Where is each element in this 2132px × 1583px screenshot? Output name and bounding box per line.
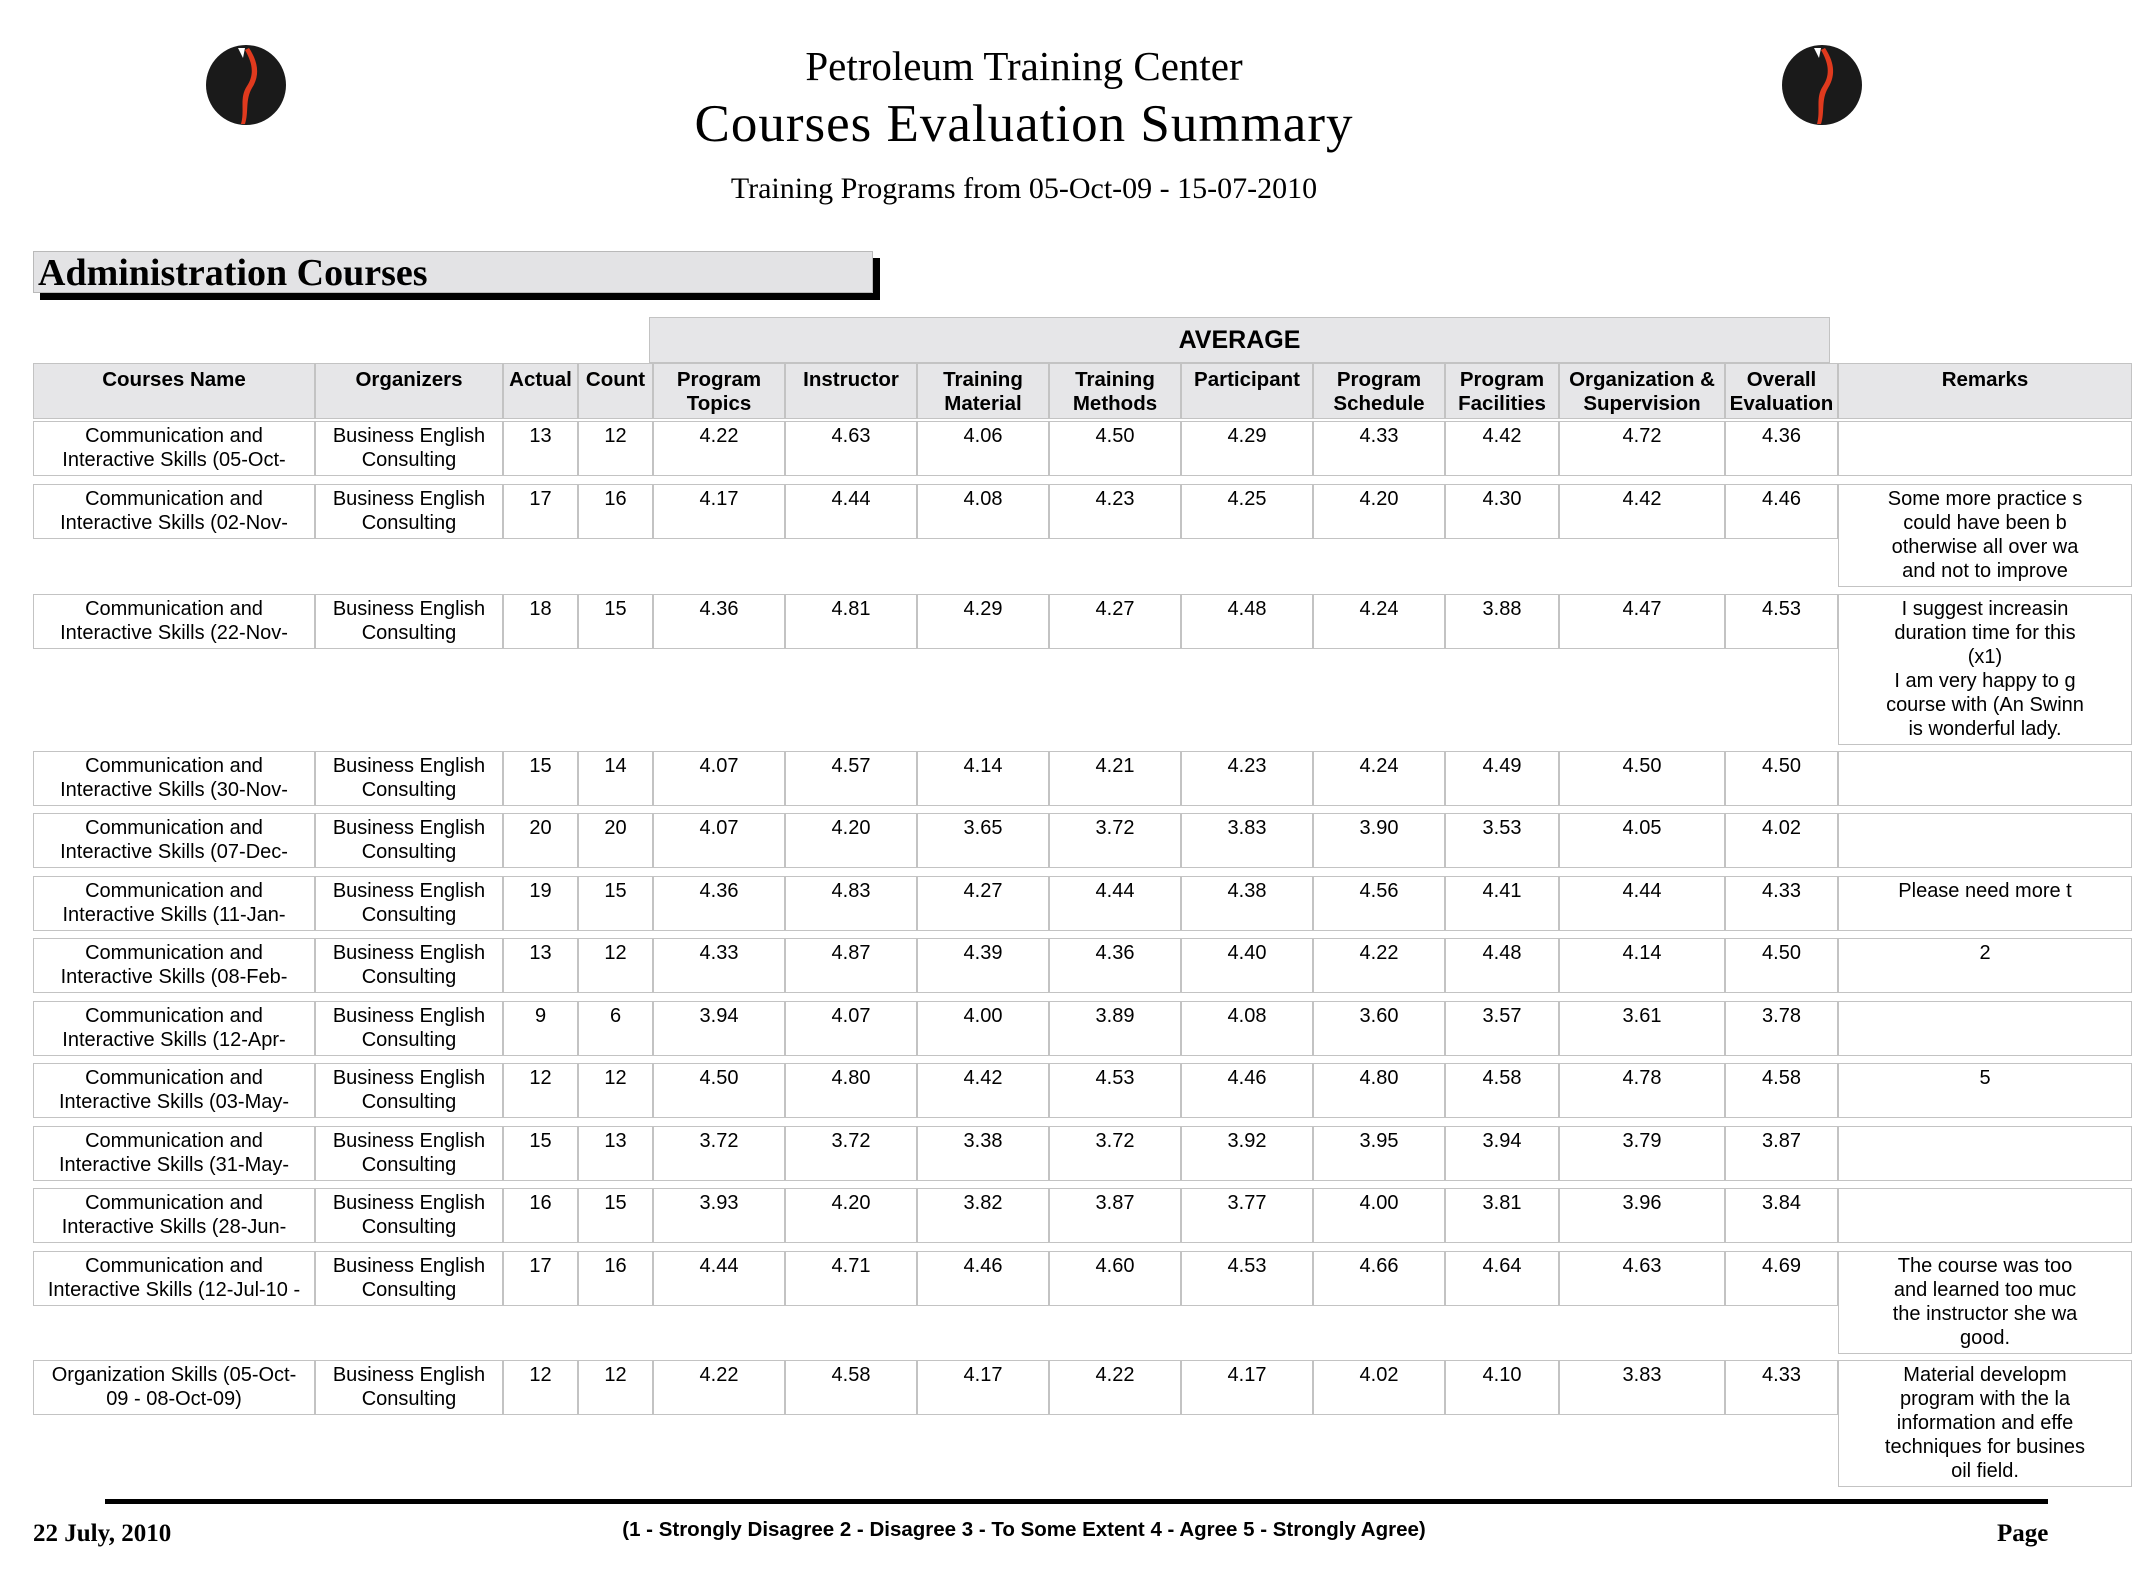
instructor-cell: 4.63 [785,421,917,476]
program-facilities-cell: 4.41 [1445,876,1559,931]
program-schedule-cell: 3.60 [1313,1001,1445,1056]
program-topics-cell: 3.94 [653,1001,785,1056]
overall-evaluation-cell: 3.87 [1725,1126,1838,1181]
organization-supervision-cell: 3.61 [1559,1001,1725,1056]
program-schedule-cell: 4.20 [1313,484,1445,539]
organization-supervision-cell: 4.05 [1559,813,1725,868]
program-topics-cell: 3.72 [653,1126,785,1181]
overall-evaluation-cell: 4.69 [1725,1251,1838,1306]
course-name-cell: Communication and Interactive Skills (30-Nov- [33,751,315,806]
page-title: Courses Evaluation Summary [694,95,1354,153]
remarks-cell [1838,1188,2132,1243]
remarks-cell [1838,1126,2132,1181]
overall-evaluation-cell: 3.84 [1725,1188,1838,1243]
program-topics-cell: 4.36 [653,876,785,931]
participant-cell: 3.83 [1181,813,1313,868]
training-material-cell: 4.27 [917,876,1049,931]
participant-cell: 4.25 [1181,484,1313,539]
training-methods-cell: 4.53 [1049,1063,1181,1118]
organizer-cell: Business English Consulting [315,421,503,476]
program-facilities-cell: 3.94 [1445,1126,1559,1181]
program-topics-cell: 4.07 [653,751,785,806]
program-topics-cell: 4.07 [653,813,785,868]
instructor-cell: 4.58 [785,1360,917,1415]
overall-evaluation-cell: 4.33 [1725,1360,1838,1415]
actual-cell: 20 [503,813,578,868]
training-material-cell: 4.00 [917,1001,1049,1056]
training-material-cell: 3.38 [917,1126,1049,1181]
participant-cell: 4.46 [1181,1063,1313,1118]
count-cell: 15 [578,594,653,649]
organization-supervision-cell: 4.72 [1559,421,1725,476]
program-facilities-cell: 4.10 [1445,1360,1559,1415]
instructor-cell: 4.81 [785,594,917,649]
program-facilities-cell: 3.57 [1445,1001,1559,1056]
organization-supervision-cell: 3.83 [1559,1360,1725,1415]
program-topics-cell: 4.44 [653,1251,785,1306]
course-name-cell: Communication and Interactive Skills (28-Jun- [33,1188,315,1243]
instructor-cell: 3.72 [785,1126,917,1181]
participant-cell: 3.92 [1181,1126,1313,1181]
col-training-methods-header: Training Methods [1049,363,1181,419]
remarks-cell [1838,813,2132,868]
program-schedule-cell: 4.22 [1313,938,1445,993]
instructor-cell: 4.57 [785,751,917,806]
program-topics-cell: 4.22 [653,421,785,476]
training-material-cell: 4.29 [917,594,1049,649]
actual-cell: 17 [503,484,578,539]
instructor-cell: 4.80 [785,1063,917,1118]
col-remarks-header: Remarks [1838,363,2132,419]
training-methods-cell: 3.89 [1049,1001,1181,1056]
organization-supervision-cell: 4.44 [1559,876,1725,931]
count-cell: 16 [578,1251,653,1306]
col-program-schedule-header: Program Schedule [1313,363,1445,419]
count-cell: 12 [578,1063,653,1118]
overall-evaluation-cell: 4.02 [1725,813,1838,868]
participant-cell: 4.40 [1181,938,1313,993]
organization-supervision-cell: 4.50 [1559,751,1725,806]
col-organizers-header: Organizers [315,363,503,419]
actual-cell: 12 [503,1063,578,1118]
actual-cell: 16 [503,1188,578,1243]
training-methods-cell: 4.44 [1049,876,1181,931]
program-topics-cell: 4.50 [653,1063,785,1118]
organization-supervision-cell: 4.78 [1559,1063,1725,1118]
remarks-cell: 2 [1838,938,2132,993]
organizer-cell: Business English Consulting [315,1251,503,1306]
organization-supervision-cell: 3.96 [1559,1188,1725,1243]
course-name-cell: Organization Skills (05-Oct- 09 - 08-Oct-09) [33,1360,315,1415]
col-instructor-header: Instructor [785,363,917,419]
training-material-cell: 4.14 [917,751,1049,806]
training-material-cell: 4.46 [917,1251,1049,1306]
average-group-header: AVERAGE [649,317,1830,363]
remarks-cell: Please need more t [1838,876,2132,931]
count-cell: 12 [578,938,653,993]
col-participant-header: Participant [1181,363,1313,419]
organizer-cell: Business English Consulting [315,938,503,993]
section-title: Administration Courses [33,251,873,293]
col-training-material-header: Training Material [917,363,1049,419]
program-facilities-cell: 4.64 [1445,1251,1559,1306]
program-schedule-cell: 4.00 [1313,1188,1445,1243]
organization-supervision-cell: 4.63 [1559,1251,1725,1306]
course-name-cell: Communication and Interactive Skills (08-Feb- [33,938,315,993]
count-cell: 12 [578,1360,653,1415]
rating-legend: (1 - Strongly Disagree 2 - Disagree 3 - To Some Extent 4 - Agree 5 - Strongly Agree) [622,1518,1426,1541]
instructor-cell: 4.44 [785,484,917,539]
remarks-cell: I suggest increasin duration time for this (x1) I am very happy to g course with (An Swinn is wonderful lady. [1838,594,2132,745]
organization-supervision-cell: 4.47 [1559,594,1725,649]
overall-evaluation-cell: 4.33 [1725,876,1838,931]
actual-cell: 15 [503,1126,578,1181]
instructor-cell: 4.20 [785,1188,917,1243]
col-program-facilities-header: Program Facilities [1445,363,1559,419]
overall-evaluation-cell: 4.50 [1725,751,1838,806]
course-name-cell: Communication and Interactive Skills (05-Oct- [33,421,315,476]
participant-cell: 4.29 [1181,421,1313,476]
program-facilities-cell: 4.49 [1445,751,1559,806]
col-organization-supervision-header: Organization & Supervision [1559,363,1725,419]
training-material-cell: 4.08 [917,484,1049,539]
remarks-cell [1838,751,2132,806]
instructor-cell: 4.83 [785,876,917,931]
count-cell: 20 [578,813,653,868]
overall-evaluation-cell: 4.46 [1725,484,1838,539]
remarks-cell [1838,1001,2132,1056]
program-facilities-cell: 3.53 [1445,813,1559,868]
training-methods-cell: 4.36 [1049,938,1181,993]
course-name-cell: Communication and Interactive Skills (11-Jan- [33,876,315,931]
training-methods-cell: 4.23 [1049,484,1181,539]
participant-cell: 3.77 [1181,1188,1313,1243]
actual-cell: 19 [503,876,578,931]
col-actual-header: Actual [503,363,578,419]
remarks-cell: Some more practice s could have been b otherwise all over wa and not to improve [1838,484,2132,587]
program-topics-cell: 3.93 [653,1188,785,1243]
participant-cell: 4.17 [1181,1360,1313,1415]
program-schedule-cell: 4.33 [1313,421,1445,476]
col-program-topics-header: Program Topics [653,363,785,419]
program-schedule-cell: 4.80 [1313,1063,1445,1118]
training-methods-cell: 4.27 [1049,594,1181,649]
overall-evaluation-cell: 4.58 [1725,1063,1838,1118]
course-name-cell: Communication and Interactive Skills (12-Apr- [33,1001,315,1056]
training-material-cell: 3.65 [917,813,1049,868]
actual-cell: 9 [503,1001,578,1056]
count-cell: 15 [578,876,653,931]
remarks-cell: Material developm program with the la information and effe techniques for busines oil field. [1838,1360,2132,1487]
organizer-cell: Business English Consulting [315,1360,503,1415]
program-facilities-cell: 3.88 [1445,594,1559,649]
program-schedule-cell: 3.95 [1313,1126,1445,1181]
program-topics-cell: 4.22 [653,1360,785,1415]
organization-supervision-cell: 4.42 [1559,484,1725,539]
training-material-cell: 4.39 [917,938,1049,993]
footer-date: 22 July, 2010 [33,1520,172,1547]
remarks-cell [1838,421,2132,476]
overall-evaluation-cell: 4.53 [1725,594,1838,649]
organization-supervision-cell: 4.14 [1559,938,1725,993]
program-schedule-cell: 4.24 [1313,751,1445,806]
participant-cell: 4.48 [1181,594,1313,649]
instructor-cell: 4.20 [785,813,917,868]
participant-cell: 4.08 [1181,1001,1313,1056]
training-methods-cell: 4.22 [1049,1360,1181,1415]
organizer-cell: Business English Consulting [315,1001,503,1056]
program-topics-cell: 4.17 [653,484,785,539]
col-course-name-header: Courses Name [33,363,315,419]
col-overall-evaluation-header: Overall Evaluation [1725,363,1838,419]
footer-divider [105,1499,2048,1504]
training-material-cell: 4.06 [917,421,1049,476]
organizer-cell: Business English Consulting [315,1188,503,1243]
program-schedule-cell: 3.90 [1313,813,1445,868]
course-name-cell: Communication and Interactive Skills (22-Nov- [33,594,315,649]
count-cell: 15 [578,1188,653,1243]
page-number: Page [1997,1520,2049,1547]
program-schedule-cell: 4.02 [1313,1360,1445,1415]
actual-cell: 13 [503,938,578,993]
participant-cell: 4.53 [1181,1251,1313,1306]
course-name-cell: Communication and Interactive Skills (02-Nov- [33,484,315,539]
actual-cell: 15 [503,751,578,806]
training-methods-cell: 4.60 [1049,1251,1181,1306]
program-facilities-cell: 4.48 [1445,938,1559,993]
program-schedule-cell: 4.56 [1313,876,1445,931]
course-name-cell: Communication and Interactive Skills (31-May- [33,1126,315,1181]
date-range: Training Programs from 05-Oct-09 - 15-07-2010 [730,172,1318,205]
course-name-cell: Communication and Interactive Skills (07-Dec- [33,813,315,868]
instructor-cell: 4.71 [785,1251,917,1306]
training-methods-cell: 3.72 [1049,1126,1181,1181]
organizer-cell: Business English Consulting [315,484,503,539]
training-methods-cell: 4.21 [1049,751,1181,806]
program-schedule-cell: 4.24 [1313,594,1445,649]
program-topics-cell: 4.33 [653,938,785,993]
training-methods-cell: 4.50 [1049,421,1181,476]
organizer-cell: Business English Consulting [315,813,503,868]
course-name-cell: Communication and Interactive Skills (12-Jul-10 - [33,1251,315,1306]
overall-evaluation-cell: 4.50 [1725,938,1838,993]
instructor-cell: 4.07 [785,1001,917,1056]
remarks-cell: 5 [1838,1063,2132,1118]
organizer-cell: Business English Consulting [315,1126,503,1181]
training-material-cell: 4.17 [917,1360,1049,1415]
participant-cell: 4.38 [1181,876,1313,931]
actual-cell: 18 [503,594,578,649]
program-facilities-cell: 4.58 [1445,1063,1559,1118]
training-methods-cell: 3.72 [1049,813,1181,868]
program-facilities-cell: 4.30 [1445,484,1559,539]
training-material-cell: 3.82 [917,1188,1049,1243]
program-facilities-cell: 3.81 [1445,1188,1559,1243]
organizer-cell: Business English Consulting [315,751,503,806]
actual-cell: 13 [503,421,578,476]
participant-cell: 4.23 [1181,751,1313,806]
overall-evaluation-cell: 3.78 [1725,1001,1838,1056]
training-methods-cell: 3.87 [1049,1188,1181,1243]
actual-cell: 17 [503,1251,578,1306]
count-cell: 12 [578,421,653,476]
organizer-cell: Business English Consulting [315,594,503,649]
col-count-header: Count [578,363,653,419]
count-cell: 14 [578,751,653,806]
organizer-cell: Business English Consulting [315,876,503,931]
count-cell: 6 [578,1001,653,1056]
program-topics-cell: 4.36 [653,594,785,649]
actual-cell: 12 [503,1360,578,1415]
program-schedule-cell: 4.66 [1313,1251,1445,1306]
remarks-cell: The course was too and learned too muc the instructor she wa good. [1838,1251,2132,1354]
count-cell: 16 [578,484,653,539]
instructor-cell: 4.87 [785,938,917,993]
organization-supervision-cell: 3.79 [1559,1126,1725,1181]
organizer-cell: Business English Consulting [315,1063,503,1118]
count-cell: 13 [578,1126,653,1181]
program-facilities-cell: 4.42 [1445,421,1559,476]
organization-name: Petroleum Training Center [805,43,1243,89]
overall-evaluation-cell: 4.36 [1725,421,1838,476]
training-material-cell: 4.42 [917,1063,1049,1118]
course-name-cell: Communication and Interactive Skills (03-May- [33,1063,315,1118]
